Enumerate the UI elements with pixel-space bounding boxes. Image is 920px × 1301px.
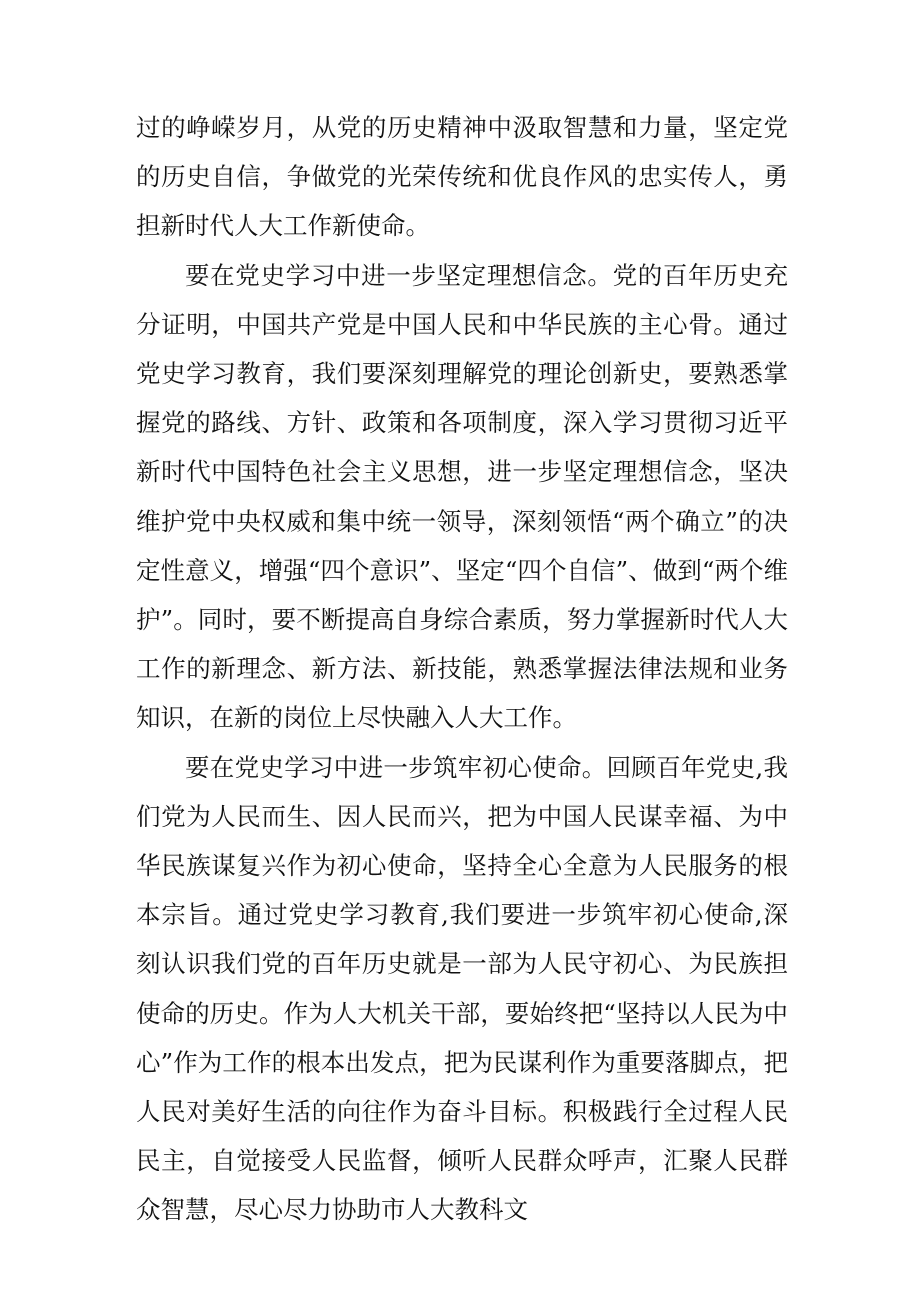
paragraph-1: 过的峥嵘岁月，从党的历史精神中汲取智慧和力量，坚定党的历史自信，争做党的光荣传统和优良作风的忠实传人，勇担新时代人大工作新使命。 (136, 113, 788, 241)
paragraph-3: 要在党史学习中进一步筑牢初心使命。回顾百年党史,我们党为人民而生、因人民而兴，把为中国人民谋幸福、为中华民族谋复兴作为初心使命，坚持全心全意为人民服务的根本宗旨。通过党史学习教育,我们要进一步筑牢初心使命,深刻认识我们党的百年历史就是一部为人民守初心、为民族担使命的历史。作为人大机关干部，要始终把“坚持以人民为中心”作为工作的根本出发点，把为民谋利作为重要落脚点，把人民对美好生活的向往作为奋斗目标。积极践行全过程人民民主，自觉接受人民监督，倾听人民群众呼声，汇聚人民群众智慧，尽心尽力协助市人大教科文 (136, 752, 788, 1225)
paragraph-2: 要在党史学习中进一步坚定理想信念。党的百年历史充分证明，中国共产党是中国人民和中华民族的主心骨。通过党史学习教育，我们要深刻理解党的理论创新史，要熟悉掌握党的路线、方针、政策和各项制度，深入学习贯彻习近平新时代中国特色社会主义思想，进一步坚定理想信念，坚决维护党中央权威和集中统一领导，深刻领悟“两个确立”的决定性意义，增强“四个意识”、坚定“四个自信”、做到“两个维护”。同时，要不断提高自身综合素质，努力掌握新时代人大工作的新理念、新方法、新技能，熟悉掌握法律法规和业务知识，在新的岗位上尽快融入人大工作。 (136, 260, 788, 733)
document-body (136, 103, 788, 1235)
